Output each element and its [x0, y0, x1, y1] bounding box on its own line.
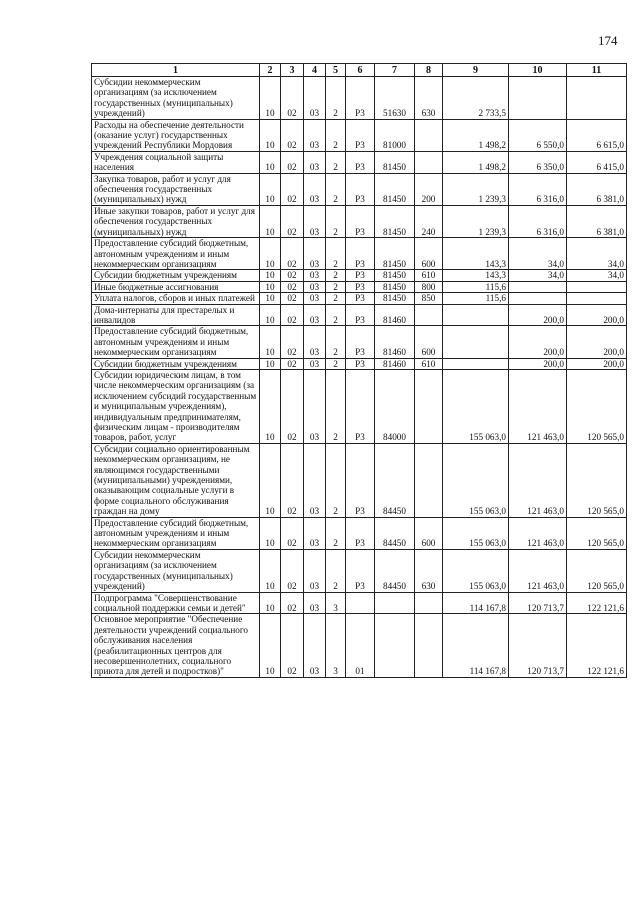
subsection-code: 02 — [281, 281, 304, 292]
section-code: 10 — [260, 238, 281, 270]
program-code: 03 — [304, 517, 326, 549]
event-code: Р3 — [346, 358, 375, 369]
table-row — [92, 517, 627, 549]
row-name: Предоставление субсидий бюджетным, автономным учреждениям и иным некоммерческим организациям — [92, 238, 260, 270]
program-code: 03 — [304, 293, 326, 304]
expense-type-code: 600 — [415, 326, 443, 358]
program-code: 03 — [304, 304, 326, 326]
program-code: 03 — [304, 238, 326, 270]
event-code: Р3 — [346, 549, 375, 592]
amount-year-1: 155 063,0 — [443, 517, 509, 549]
amount-year-1: 1 239,3 — [443, 205, 509, 237]
direction-code: 81460 — [375, 326, 415, 358]
subprogram-code: 2 — [326, 205, 346, 237]
direction-code: 84450 — [375, 517, 415, 549]
expense-type-code: 610 — [415, 270, 443, 281]
expense-type-code: 600 — [415, 517, 443, 549]
direction-code: 81450 — [375, 151, 415, 173]
amount-year-3: 34,0 — [567, 238, 627, 270]
table-row — [92, 443, 627, 517]
expense-type-code — [415, 151, 443, 173]
amount-year-3: 120 565,0 — [567, 443, 627, 517]
subsection-code: 02 — [281, 369, 304, 443]
table-row — [92, 358, 627, 369]
program-code: 03 — [304, 443, 326, 517]
row-name: Учреждения социальной защиты населения — [92, 151, 260, 173]
table-row — [92, 326, 627, 358]
subsection-code: 02 — [281, 614, 304, 677]
direction-code: 84450 — [375, 443, 415, 517]
header-cell: 2 — [260, 64, 281, 77]
amount-year-3: 122 121,6 — [567, 592, 627, 614]
subprogram-code: 2 — [326, 151, 346, 173]
expense-type-code: 630 — [415, 77, 443, 120]
expense-type-code — [415, 369, 443, 443]
amount-year-3: 6 381,0 — [567, 173, 627, 205]
direction-code — [375, 592, 415, 614]
subsection-code: 02 — [281, 270, 304, 281]
amount-year-1: 1 498,2 — [443, 119, 509, 151]
event-code: Р3 — [346, 293, 375, 304]
program-code: 03 — [304, 173, 326, 205]
subsection-code: 02 — [281, 293, 304, 304]
direction-code: 51630 — [375, 77, 415, 120]
amount-year-3: 6 615,0 — [567, 119, 627, 151]
event-code: Р3 — [346, 119, 375, 151]
expense-type-code: 630 — [415, 549, 443, 592]
expense-type-code: 240 — [415, 205, 443, 237]
amount-year-3 — [567, 77, 627, 120]
subprogram-code: 2 — [326, 358, 346, 369]
direction-code — [375, 614, 415, 677]
amount-year-1: 155 063,0 — [443, 549, 509, 592]
direction-code: 81460 — [375, 358, 415, 369]
header-cell: 7 — [375, 64, 415, 77]
header-cell: 4 — [304, 64, 326, 77]
section-code: 10 — [260, 270, 281, 281]
amount-year-2: 6 316,0 — [509, 205, 567, 237]
event-code: Р3 — [346, 77, 375, 120]
row-name: Предоставление субсидий бюджетным, автономным учреждениям и иным некоммерческим организациям — [92, 326, 260, 358]
amount-year-3: 122 121,6 — [567, 614, 627, 677]
row-name: Уплата налогов, сборов и иных платежей — [92, 293, 260, 304]
amount-year-3 — [567, 281, 627, 292]
amount-year-1: 115,6 — [443, 293, 509, 304]
amount-year-3: 120 565,0 — [567, 369, 627, 443]
row-name: Субсидии некоммерческим организациям (за исключением государственных (муниципальных) учреждений) — [92, 77, 260, 120]
subprogram-code: 2 — [326, 119, 346, 151]
header-cell: 9 — [443, 64, 509, 77]
program-code: 03 — [304, 614, 326, 677]
table-row — [92, 614, 627, 677]
amount-year-3: 34,0 — [567, 270, 627, 281]
section-code: 10 — [260, 443, 281, 517]
table-row — [92, 119, 627, 151]
subprogram-code: 2 — [326, 173, 346, 205]
amount-year-2: 34,0 — [509, 238, 567, 270]
event-code: Р3 — [346, 443, 375, 517]
section-code: 10 — [260, 517, 281, 549]
section-code: 10 — [260, 369, 281, 443]
direction-code: 81460 — [375, 304, 415, 326]
program-code: 03 — [304, 119, 326, 151]
amount-year-1 — [443, 326, 509, 358]
direction-code: 84000 — [375, 369, 415, 443]
amount-year-2: 6 316,0 — [509, 173, 567, 205]
section-code: 10 — [260, 592, 281, 614]
subsection-code: 02 — [281, 119, 304, 151]
amount-year-1: 155 063,0 — [443, 369, 509, 443]
expense-type-code: 800 — [415, 281, 443, 292]
amount-year-3: 6 415,0 — [567, 151, 627, 173]
amount-year-3: 200,0 — [567, 304, 627, 326]
row-name: Субсидии некоммерческим организациям (за исключением государственных (муниципальных) учреждений) — [92, 549, 260, 592]
amount-year-1: 2 733,5 — [443, 77, 509, 120]
subsection-code: 02 — [281, 326, 304, 358]
amount-year-1 — [443, 304, 509, 326]
section-code: 10 — [260, 173, 281, 205]
subprogram-code: 2 — [326, 238, 346, 270]
row-name: Иные бюджетные ассигнования — [92, 281, 260, 292]
program-code: 03 — [304, 326, 326, 358]
subsection-code: 02 — [281, 592, 304, 614]
section-code: 10 — [260, 293, 281, 304]
event-code: Р3 — [346, 326, 375, 358]
subprogram-code: 2 — [326, 77, 346, 120]
event-code: Р3 — [346, 517, 375, 549]
event-code: Р3 — [346, 173, 375, 205]
amount-year-1: 114 167,8 — [443, 592, 509, 614]
section-code: 10 — [260, 205, 281, 237]
subprogram-code: 2 — [326, 270, 346, 281]
amount-year-1: 155 063,0 — [443, 443, 509, 517]
event-code: Р3 — [346, 281, 375, 292]
amount-year-3 — [567, 293, 627, 304]
program-code: 03 — [304, 281, 326, 292]
header-cell: 1 — [92, 64, 260, 77]
section-code: 10 — [260, 549, 281, 592]
amount-year-2: 121 463,0 — [509, 517, 567, 549]
table-row — [92, 592, 627, 614]
table-row — [92, 205, 627, 237]
direction-code: 81450 — [375, 293, 415, 304]
header-cell: 3 — [281, 64, 304, 77]
section-code: 10 — [260, 77, 281, 120]
section-code: 10 — [260, 281, 281, 292]
amount-year-3: 6 381,0 — [567, 205, 627, 237]
table-row — [92, 238, 627, 270]
subsection-code: 02 — [281, 205, 304, 237]
amount-year-3: 200,0 — [567, 326, 627, 358]
amount-year-2 — [509, 77, 567, 120]
amount-year-2: 200,0 — [509, 304, 567, 326]
subprogram-code: 2 — [326, 369, 346, 443]
subprogram-code: 2 — [326, 326, 346, 358]
expense-type-code — [415, 304, 443, 326]
expense-type-code — [415, 592, 443, 614]
subsection-code: 02 — [281, 173, 304, 205]
program-code: 03 — [304, 369, 326, 443]
direction-code: 81450 — [375, 270, 415, 281]
direction-code: 84450 — [375, 549, 415, 592]
subprogram-code: 2 — [326, 304, 346, 326]
expense-type-code — [415, 119, 443, 151]
section-code: 10 — [260, 614, 281, 677]
subsection-code: 02 — [281, 151, 304, 173]
section-code: 10 — [260, 358, 281, 369]
amount-year-1: 115,6 — [443, 281, 509, 292]
amount-year-2: 121 463,0 — [509, 549, 567, 592]
amount-year-2: 34,0 — [509, 270, 567, 281]
header-cell: 11 — [567, 64, 627, 77]
header-cell: 6 — [346, 64, 375, 77]
subprogram-code: 2 — [326, 281, 346, 292]
table-row — [92, 293, 627, 304]
subprogram-code: 2 — [326, 549, 346, 592]
header-row — [92, 64, 627, 77]
direction-code: 81450 — [375, 281, 415, 292]
amount-year-1: 143,3 — [443, 270, 509, 281]
amount-year-1 — [443, 358, 509, 369]
event-code: Р3 — [346, 270, 375, 281]
table-row — [92, 281, 627, 292]
page-number: 174 — [598, 33, 618, 48]
program-code: 03 — [304, 270, 326, 281]
table-row — [92, 173, 627, 205]
subsection-code: 02 — [281, 77, 304, 120]
table-row — [92, 304, 627, 326]
expense-type-code — [415, 443, 443, 517]
expense-type-code: 610 — [415, 358, 443, 369]
amount-year-3: 120 565,0 — [567, 517, 627, 549]
expense-type-code: 200 — [415, 173, 443, 205]
direction-code: 81450 — [375, 173, 415, 205]
event-code: 01 — [346, 614, 375, 677]
direction-code: 81000 — [375, 119, 415, 151]
expense-type-code — [415, 614, 443, 677]
row-name: Субсидии социально ориентированным некоммерческим организациям, не являющимся государственными (муниципальными) учреждениями, оказывающим социальные услуги в форме социального обслуживания граждан на дому — [92, 443, 260, 517]
section-code: 10 — [260, 119, 281, 151]
table-row — [92, 369, 627, 443]
program-code: 03 — [304, 592, 326, 614]
row-name: Расходы на обеспечение деятельности (оказание услуг) государственных учреждений Республики Мордовия — [92, 119, 260, 151]
amount-year-2 — [509, 293, 567, 304]
amount-year-1: 143,3 — [443, 238, 509, 270]
section-code: 10 — [260, 304, 281, 326]
row-name: Субсидии бюджетным учреждениям — [92, 270, 260, 281]
amount-year-2: 121 463,0 — [509, 369, 567, 443]
header-cell: 5 — [326, 64, 346, 77]
row-name: Иные закупки товаров, работ и услуг для обеспечения государственных (муниципальных) нужд — [92, 205, 260, 237]
program-code: 03 — [304, 77, 326, 120]
subprogram-code: 3 — [326, 614, 346, 677]
amount-year-2: 120 713,7 — [509, 592, 567, 614]
expense-type-code: 850 — [415, 293, 443, 304]
row-name: Основное мероприятие "Обеспечение деятельности учреждений социального обслуживания населения (реабилитационных центров для несовершеннолетних, социального приюта для детей и подростков)" — [92, 614, 260, 677]
header-cell: 8 — [415, 64, 443, 77]
amount-year-2: 121 463,0 — [509, 443, 567, 517]
amount-year-2: 200,0 — [509, 326, 567, 358]
section-code: 10 — [260, 151, 281, 173]
subprogram-code: 3 — [326, 592, 346, 614]
row-name: Дома-интернаты для престарелых и инвалидов — [92, 304, 260, 326]
row-name: Предоставление субсидий бюджетным, автономным учреждениям и иным некоммерческим организациям — [92, 517, 260, 549]
subsection-code: 02 — [281, 238, 304, 270]
amount-year-2: 120 713,7 — [509, 614, 567, 677]
table-row — [92, 151, 627, 173]
section-code: 10 — [260, 326, 281, 358]
expense-type-code: 600 — [415, 238, 443, 270]
event-code — [346, 592, 375, 614]
subsection-code: 02 — [281, 517, 304, 549]
table-row — [92, 77, 627, 120]
program-code: 03 — [304, 549, 326, 592]
amount-year-1: 1 239,3 — [443, 173, 509, 205]
budget-table — [91, 63, 627, 678]
row-name: Субсидии юридическим лицам, в том числе некоммерческим организациям (за исключением субсидий государственным и муниципальным учреждениям), индивидуальным предпринимателям, физическим лицам - производителям товаров, работ, услуг — [92, 369, 260, 443]
amount-year-2: 6 550,0 — [509, 119, 567, 151]
row-name: Закупка товаров, работ и услуг для обеспечения государственных (муниципальных) нужд — [92, 173, 260, 205]
row-name: Субсидии бюджетным учреждениям — [92, 358, 260, 369]
amount-year-2: 200,0 — [509, 358, 567, 369]
amount-year-2: 6 350,0 — [509, 151, 567, 173]
amount-year-2 — [509, 281, 567, 292]
program-code: 03 — [304, 205, 326, 237]
table-row — [92, 549, 627, 592]
subsection-code: 02 — [281, 358, 304, 369]
direction-code: 81450 — [375, 238, 415, 270]
row-name: Подпрограмма "Совершенствование социальной поддержки семьи и детей" — [92, 592, 260, 614]
event-code: Р3 — [346, 238, 375, 270]
subprogram-code: 2 — [326, 443, 346, 517]
event-code: Р3 — [346, 151, 375, 173]
amount-year-1: 1 498,2 — [443, 151, 509, 173]
program-code: 03 — [304, 151, 326, 173]
event-code: Р3 — [346, 205, 375, 237]
subprogram-code: 2 — [326, 293, 346, 304]
program-code: 03 — [304, 358, 326, 369]
amount-year-1: 114 167,8 — [443, 614, 509, 677]
header-cell: 10 — [509, 64, 567, 77]
amount-year-3: 200,0 — [567, 358, 627, 369]
table-row — [92, 270, 627, 281]
amount-year-3: 120 565,0 — [567, 549, 627, 592]
event-code: Р3 — [346, 304, 375, 326]
subsection-code: 02 — [281, 304, 304, 326]
direction-code: 81450 — [375, 205, 415, 237]
subprogram-code: 2 — [326, 517, 346, 549]
event-code: Р3 — [346, 369, 375, 443]
subsection-code: 02 — [281, 549, 304, 592]
subsection-code: 02 — [281, 443, 304, 517]
